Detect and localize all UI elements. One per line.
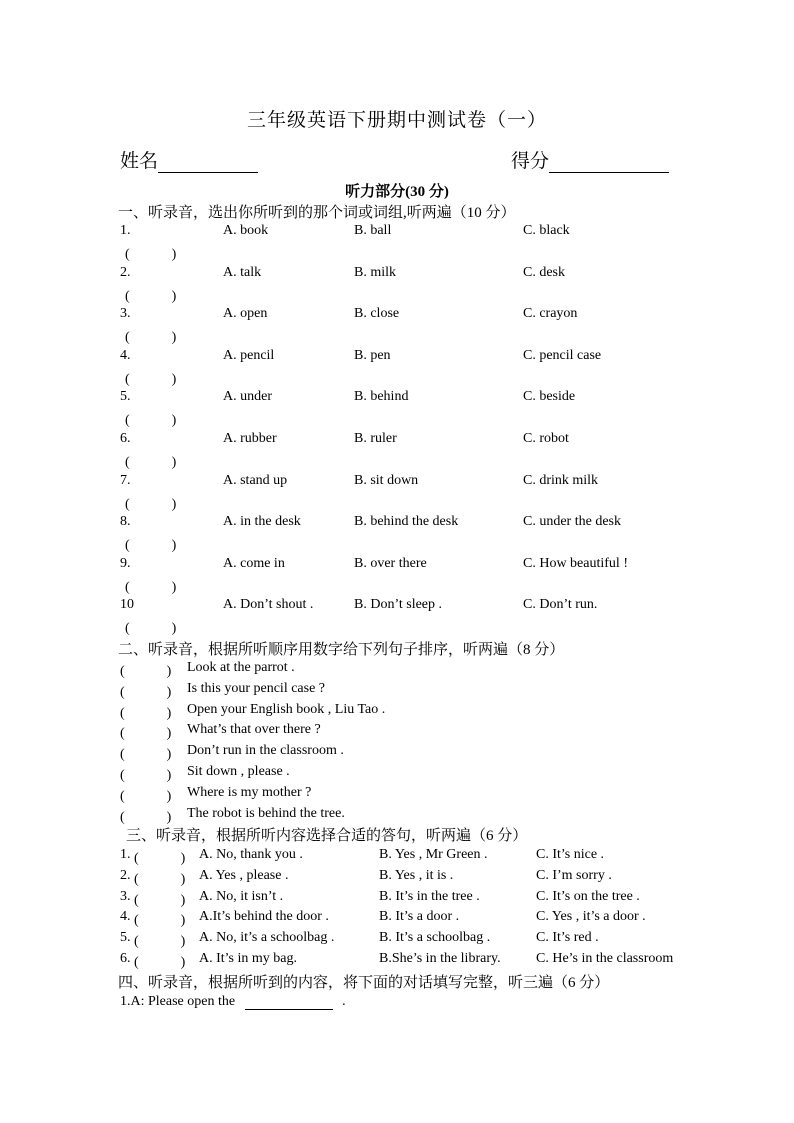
section1-option-a: A. stand up (223, 472, 288, 488)
section2-sentence: Is this your pencil case ? (187, 680, 326, 696)
section1-option-b: B. pen (354, 347, 391, 363)
section1-answer-blank[interactable]: ( ) (125, 288, 177, 304)
section3-option-b: B. Yes , it is . (379, 867, 454, 883)
section1-option-a: A. under (223, 389, 272, 405)
section3-option-a: A. Yes , please . (199, 867, 289, 883)
section1-answer-blank[interactable]: ( ) (125, 455, 177, 470)
section4-item-1-blank[interactable] (245, 995, 333, 1010)
section2-answer-blank[interactable]: ( ) (120, 768, 172, 783)
name-blank[interactable] (158, 153, 258, 173)
section1-option-a: A. in the desk (223, 514, 301, 530)
score-label: 得分 (511, 151, 550, 172)
section1-option-b: B. behind the desk (354, 514, 459, 530)
section1-option-c: C. beside (523, 389, 576, 405)
section1-option-c: C. desk (523, 264, 565, 280)
section3-answer-blank[interactable]: ( ) (134, 913, 186, 929)
name-field[interactable] (120, 146, 258, 173)
section1-answer-blank[interactable]: ( ) (125, 330, 177, 346)
section3-option-c: C. It’s nice . (536, 847, 605, 862)
section2-answer-blank[interactable]: ( ) (120, 726, 172, 742)
section3-option-a: A. No, it’s a schoolbag . (199, 930, 335, 946)
section2-answer-blank[interactable]: ( ) (120, 684, 172, 700)
section2-answer-blank[interactable]: ( ) (120, 809, 172, 825)
section2-sentence: Don’t run in the classroom . (187, 743, 344, 759)
listening-section-title: 听力部分(30 分) (345, 184, 449, 200)
section2-answer-blank[interactable]: ( ) (120, 664, 172, 679)
section3-option-b: B.She’s in the library. (379, 951, 501, 966)
section4-item-1-suffix: . (342, 994, 346, 1009)
section3-item-number: 6. (120, 951, 131, 966)
section3-item-number: 4. (120, 909, 131, 925)
section2-sentence: The robot is behind the tree. (187, 805, 345, 821)
section1-option-a: A. rubber (223, 431, 277, 446)
section2-answer-blank[interactable]: ( ) (120, 705, 172, 721)
section2-sentence: What’s that over there ? (187, 722, 321, 738)
section1-option-b: B. behind (354, 389, 409, 405)
section3-option-a: A. No, thank you . (199, 847, 303, 862)
section2-sentence: Sit down , please . (187, 764, 290, 779)
section1-option-c: C. robot (523, 431, 569, 446)
section2-heading: 二、听录音，根据所听顺序用数字给下列句子排序，听两遍（8 分） (118, 642, 565, 658)
section3-option-b: B. It’s a schoolbag . (379, 930, 491, 946)
score-blank[interactable] (549, 153, 669, 173)
section1-option-c: C. Don’t run. (523, 597, 598, 613)
section2-answer-blank[interactable]: ( ) (120, 788, 172, 804)
section2-sentence: Look at the parrot . (187, 660, 295, 675)
section3-item-number: 3. (120, 888, 131, 904)
section3-answer-blank[interactable]: ( ) (134, 871, 186, 887)
section1-option-c: C. under the desk (523, 514, 621, 530)
section1-answer-blank[interactable]: ( ) (125, 247, 177, 262)
section3-option-a: A. It’s in my bag. (199, 951, 297, 966)
section3-option-a: A.It’s behind the door . (199, 909, 329, 925)
section1-option-c: C. drink milk (523, 472, 599, 488)
section2-sentence: Open your English book , Liu Tao . (187, 701, 386, 717)
section3-option-c: C. It’s red . (536, 930, 599, 946)
section3-answer-blank[interactable]: ( ) (134, 851, 186, 866)
section3-heading: 三、听录音，根据所听内容选择合适的答句，听两遍（6 分） (126, 828, 528, 844)
section1-item-number: 2. (120, 264, 131, 280)
section1-option-c: C. black (523, 223, 570, 238)
section1-option-a: A. open (223, 306, 268, 322)
section1-answer-blank[interactable]: ( ) (125, 579, 177, 595)
section1-option-b: B. over there (354, 555, 427, 571)
section4-heading: 四、听录音，根据所听到的内容，将下面的对话填写完整，听三遍（6 分） (118, 975, 610, 991)
section3-option-c: C. I’m sorry . (536, 867, 612, 883)
section4-item-1-prefix: 1.A: Please open the (120, 994, 236, 1009)
section1-option-b: B. ruler (354, 431, 397, 446)
section1-answer-blank[interactable]: ( ) (125, 496, 177, 512)
section1-option-b: B. sit down (354, 472, 419, 488)
section3-option-a: A. No, it isn’t . (199, 888, 284, 904)
section1-item-number: 9. (120, 555, 131, 571)
section1-option-b: B. milk (354, 264, 397, 280)
section1-option-c: C. pencil case (523, 347, 602, 363)
section1-answer-blank[interactable]: ( ) (125, 621, 177, 637)
section1-item-number: 10 (120, 597, 134, 613)
section1-option-a: A. pencil (223, 347, 275, 363)
page-title: 三年级英语下册期中测试卷（一） (246, 110, 547, 131)
section1-item-number: 8. (120, 514, 131, 530)
section1-option-b: B. Don’t sleep . (354, 597, 443, 613)
section1-option-c: C. crayon (523, 306, 578, 322)
name-label: 姓名 (120, 151, 159, 172)
section3-option-b: B. It’s a door . (379, 909, 460, 925)
section1-option-b: B. close (354, 306, 400, 322)
section3-option-b: B. It’s in the tree . (379, 888, 480, 904)
section3-answer-blank[interactable]: ( ) (134, 892, 186, 908)
section3-option-b: B. Yes , Mr Green . (379, 847, 488, 862)
section1-item-number: 3. (120, 306, 131, 322)
section1-option-c: C. How beautiful ! (523, 555, 628, 571)
section1-item-number: 4. (120, 347, 131, 363)
section1-answer-blank[interactable]: ( ) (125, 371, 177, 387)
section3-answer-blank[interactable]: ( ) (134, 955, 186, 970)
section3-answer-blank[interactable]: ( ) (134, 934, 186, 950)
section1-heading: 一、听录音，选出你所听到的那个词或词组,听两遍（10 分） (118, 205, 516, 221)
section3-item-number: 2. (120, 867, 131, 883)
section1-option-a: A. Don’t shout . (223, 597, 314, 613)
section3-option-c: C. He’s in the classroom (536, 951, 674, 966)
section3-item-number: 1. (120, 847, 131, 862)
section1-item-number: 5. (120, 389, 131, 405)
section1-item-number: 1. (120, 223, 131, 238)
section2-sentence: Where is my mother ? (187, 784, 312, 800)
section1-item-number: 6. (120, 431, 131, 446)
section1-option-a: A. talk (223, 264, 262, 280)
section1-answer-blank[interactable]: ( ) (125, 413, 177, 429)
section1-option-a: A. book (223, 223, 269, 238)
section2-answer-blank[interactable]: ( ) (120, 747, 172, 763)
section3-option-c: C. It’s on the tree . (536, 888, 640, 904)
section3-option-c: C. Yes , it’s a door . (536, 909, 646, 925)
section1-item-number: 7. (120, 472, 131, 488)
section1-answer-blank[interactable]: ( ) (125, 538, 177, 554)
section3-item-number: 5. (120, 930, 131, 946)
section1-option-a: A. come in (223, 555, 285, 571)
score-field[interactable] (511, 146, 669, 173)
section1-option-b: B. ball (354, 223, 392, 238)
section4-item-1 (120, 994, 346, 1010)
